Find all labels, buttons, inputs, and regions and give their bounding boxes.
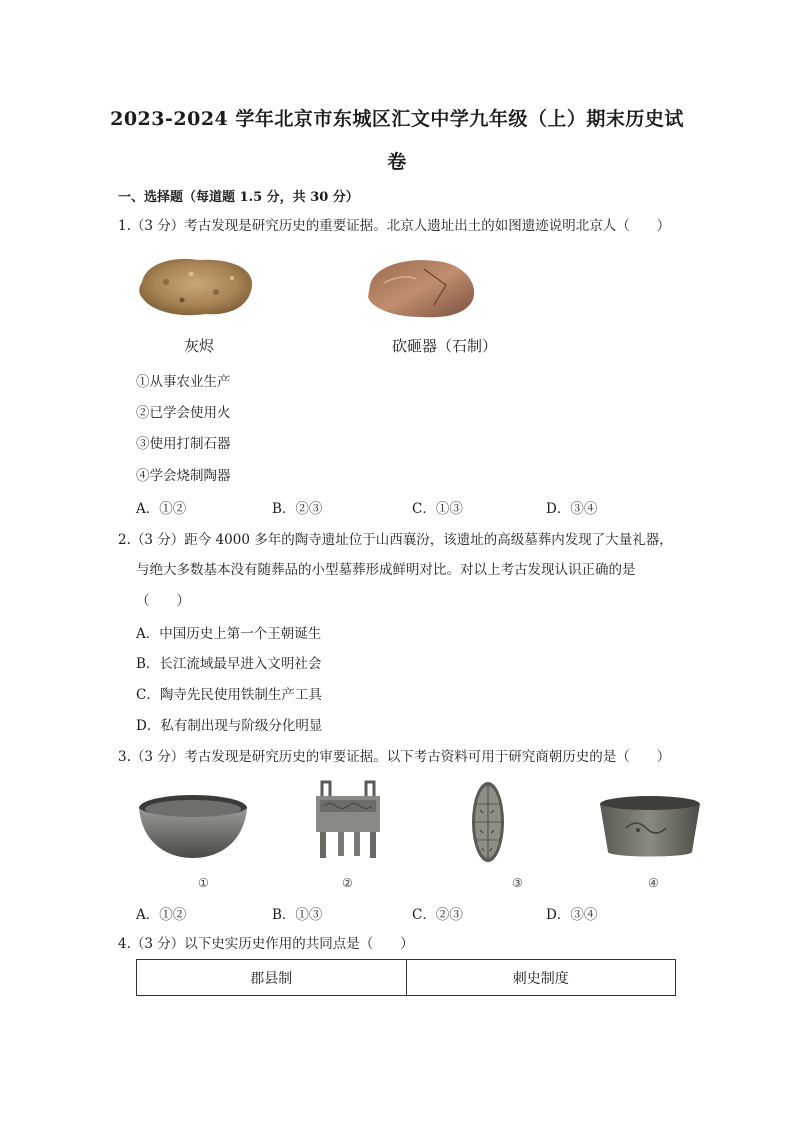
- chopper-stone-tool-icon: [364, 255, 480, 323]
- q2-stem-line2: 与绝大多数基本没有随葬品的小型墓葬形成鲜明对比。对以上考古发现认识正确的是: [136, 562, 636, 578]
- q1-option-c[interactable]: C．①③: [412, 501, 463, 517]
- q3-option-a[interactable]: A．①②: [136, 907, 187, 923]
- page-title-line2: 卷: [387, 151, 407, 173]
- q4-table-header-2: 刺史制度: [406, 960, 676, 996]
- q1-statement-4: ④学会烧制陶器: [136, 468, 231, 484]
- q1-option-b[interactable]: B．②③: [272, 501, 323, 517]
- q1-option-d[interactable]: D．③④: [546, 501, 598, 517]
- q2-stem-line3: （ ）: [136, 593, 190, 609]
- q2-option-b[interactable]: B．长江流域最早进入文明社会: [136, 656, 322, 672]
- q2-option-d[interactable]: D．私有制出现与阶级分化明显: [136, 718, 323, 734]
- q2-stem-line1: 2.（3 分）距今 4000 多年的陶寺遗址位于山西襄汾，该遗址的高级墓葬内发现了大量礼器，: [118, 532, 673, 548]
- q3-stem: 3.（3 分）考古发现是研究历史的审要证据。以下考古资料可用于研究商朝历史的是（ ）: [118, 749, 671, 765]
- q1-statement-3: ③使用打制石器: [136, 436, 231, 452]
- q4-stem: 4.（3 分）以下史实历史作用的共同点是（ ）: [118, 936, 414, 952]
- pottery-bowl-icon: [136, 792, 250, 864]
- q1-image1-caption: 灰烬: [184, 337, 215, 355]
- q3-option-b[interactable]: B．①③: [272, 907, 323, 923]
- q1-image2-caption: 砍砸器（石制）: [392, 337, 498, 355]
- q1-stem: 1.（3 分）考古发现是研究历史的重要证据。北京人遗址出土的如图遗迹说明北京人（ ）: [118, 218, 671, 234]
- q4-table: [136, 959, 676, 996]
- ash-artifact-icon: [136, 252, 258, 322]
- q3-image2-label: ②: [342, 876, 353, 890]
- q3-option-c[interactable]: C．②③: [412, 907, 463, 923]
- oracle-turtle-shell-icon: [470, 780, 506, 864]
- q3-image3-label: ③: [512, 876, 523, 890]
- section-heading: 一、选择题（每道题 1.5 分，共 30 分）: [118, 190, 359, 205]
- bronze-ding-icon: [308, 780, 388, 860]
- q2-option-a[interactable]: A．中国历史上第一个王朝诞生: [136, 626, 322, 642]
- q4-table-header-1: 郡县制: [137, 960, 407, 996]
- stone-vessel-icon: [598, 794, 702, 862]
- q3-image4-label: ④: [648, 876, 659, 890]
- q1-option-a[interactable]: A．①②: [136, 501, 187, 517]
- q3-option-d[interactable]: D．③④: [546, 907, 598, 923]
- q1-statement-2: ②已学会使用火: [136, 405, 231, 421]
- page-title-line1: 2023-2024 学年北京市东城区汇文中学九年级（上）期末历史试: [110, 108, 684, 130]
- q1-statement-1: ①从事农业生产: [136, 374, 231, 390]
- q2-option-c[interactable]: C．陶寺先民使用铁制生产工具: [136, 687, 322, 703]
- q3-image1-label: ①: [198, 876, 209, 890]
